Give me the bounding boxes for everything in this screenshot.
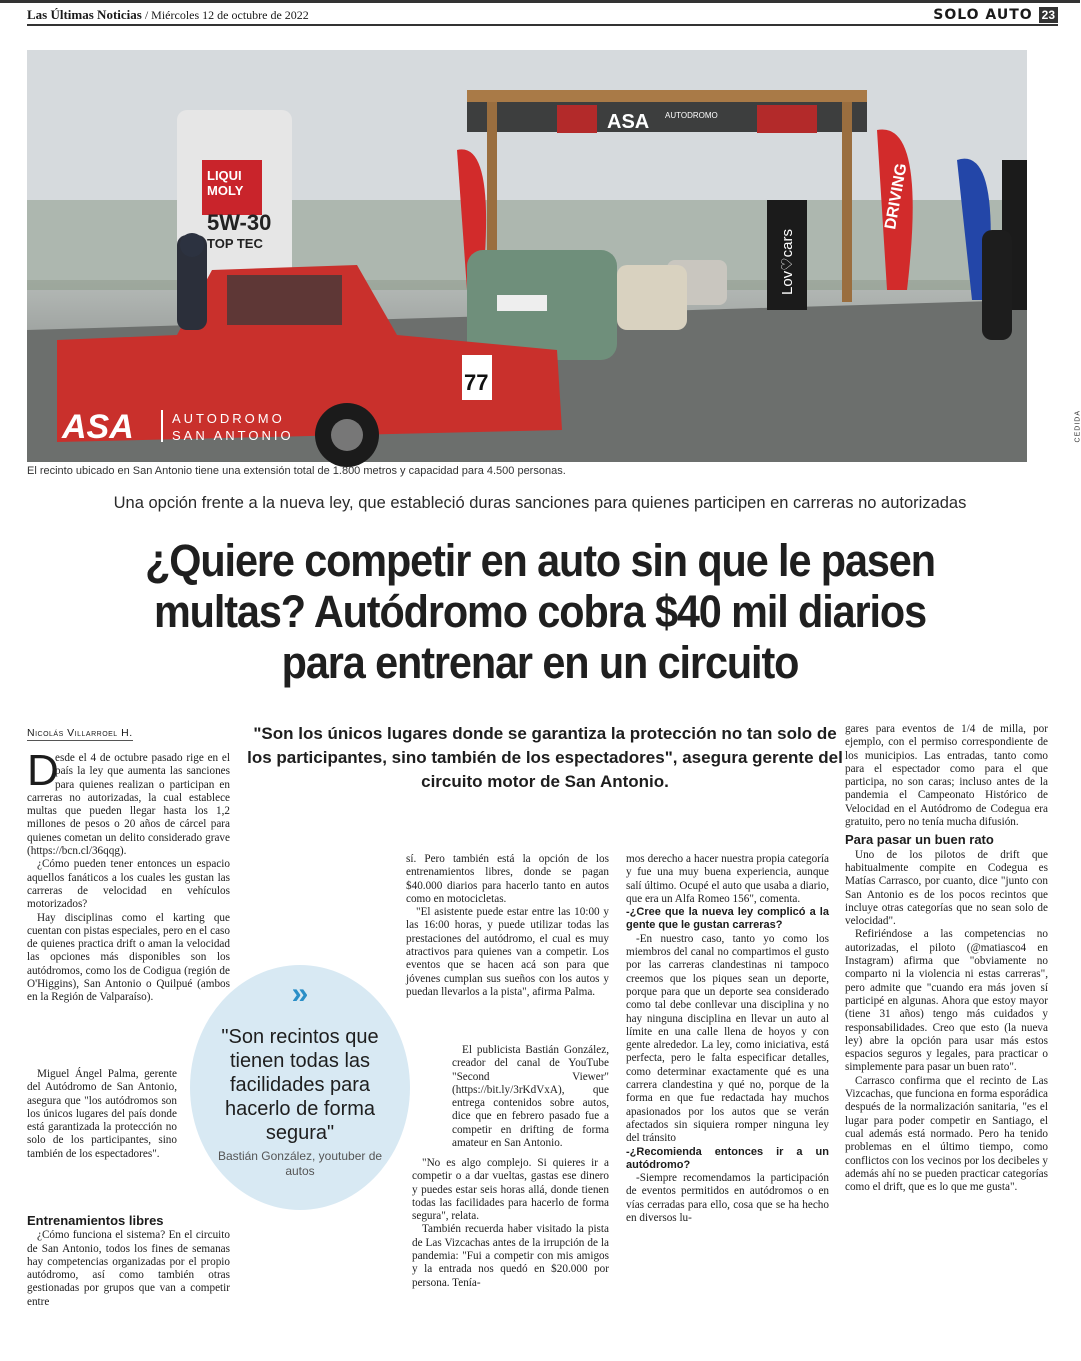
car-number: 77 [464, 370, 489, 395]
photo-credit: CEDIDA [1074, 410, 1081, 443]
col3-question-1: -¿Cree que la nueva ley complicó a la gente que le gustan carreras? [626, 906, 829, 932]
page-number: 23 [1039, 7, 1058, 23]
photo-caption: El recinto ubicado en San Antonio tiene una extensión total de 1.800 metros y capacidad para 4.500 personas. [27, 465, 566, 477]
subhead-entrenamientos: Entrenamientos libres [27, 1213, 164, 1228]
col1-paragraph-1: esde el 4 de octubre pasado rige en el país la ley que aumenta las sanciones para quienes realizan o participan en carreras no autorizadas, la cual establece multas que pueden llegar hasta los 1,2 millones de pesos o 20 años de cárcel para quienes cometan un delito considerado grave (https://bcn.cl/36qqg). [27, 752, 230, 858]
col2-paragraph-2: "El asistente puede estar entre las 10:00 y las 16:00 horas, y puede utilizar todas las prestaciones del autódromo, el cual es muy atractivos para quienes van a competir. Los eventos que se hacen acá son para que jóvenes cumplan sus sueños con los autos y puedan llevarlos a la pista", afirma Palma. [406, 906, 609, 998]
col2-paragraph-1: sí. Pero también está la opción de los entrenamientos libres, donde se pagan $40.000 diarios para hacerlo tanto en autos como en motocicletas. [406, 853, 609, 905]
can-toptec: TOP TEC [207, 236, 263, 251]
newspaper-name: Las Últimas Noticias [27, 7, 142, 22]
flag-driving-text: DRIVING [882, 162, 911, 231]
masthead-left [27, 7, 309, 23]
col1-paragraph-5: ¿Cómo funciona el sistema? En el circuito de San Antonio, todos los fines de semanas hay competencias organizadas por el propio autódromo, así como también otras gestionadas por grupos que van a competir entre [27, 1229, 230, 1308]
pull-quote-circle-content [205, 975, 395, 1179]
article-deck: Una opción frente a la nueva ley, que estableció duras sanciones para quienes participen en carreras no autorizadas [113, 494, 967, 512]
bridge-asa-text: ASA [607, 111, 650, 133]
bridge-autodromo-text: AUTODROMO [665, 111, 718, 120]
section-name: SOLO AUTO [933, 7, 1033, 23]
headline-line-2: multas? Autódromo cobra $40 mil diarios [153, 586, 927, 637]
can-oil-grade: 5W-30 [207, 210, 272, 235]
byline: Nicolás Villarroel H. [27, 727, 133, 739]
col2-paragraph-3: El publicista Bastián González, creador del canal de YouTube "Second Viewer" (https://bit.ly/3rKdVxA), que entrega contenidos sobre autos, dice que en febrero pasado fue a competir en drifting de forma amateur en San Antonio. [452, 1044, 609, 1150]
asa-logo-san-antonio: SAN ANTONIO [172, 428, 294, 443]
column-3 [626, 853, 829, 1225]
race-photo [27, 50, 1027, 462]
article-headline [80, 535, 1000, 688]
subhead-buen-rato: Para pasar un buen rato [845, 832, 994, 848]
drop-cap: D [27, 746, 59, 795]
column-1-bottom [27, 1210, 230, 1309]
col1-paragraph-4: Miguel Ángel Palma, gerente del Autódromo de San Antonio, asegura que "los autódromos son los únicos lugares del país donde está garantizada la protección no solo de los participantes, sino también de los espectadores". [27, 1068, 177, 1160]
col3-paragraph-2: -En nuestro caso, tanto yo como los miembros del canal no compartimos el gusto por las carreras clandestinas ni tampoco creemos que los piques sean un deporte, porque para que un deporte sea considerado como tal debe conllevar una disciplina y no hay ninguna disciplina en llevar un auto al límite en una calle llena de hoyos y con gente alrededor. La ley, como iniciativa, está perfecta, pero le falta especificar detalles, como determinar exactamente qué es una carrera clandestina y qué no, porque de la forma en que fue redactada hay muchos apasionados por los autos que se verán afectados sin siquiera romper ninguna ley del tránsito [626, 932, 829, 1145]
asa-logo-text: ASA [62, 408, 134, 446]
col4-paragraph-1: gares para eventos de 1/4 de milla, por ejemplo, con el permiso correspondiente de los municipios. Las entradas, tanto como para el espectador como para el que participa, no son caras; incluso antes de la pandemia el Campeonato Histórico de Velocidad en el Autódromo de Codegua era gratuito, pero no tenía mucha difusión. [845, 723, 1048, 829]
asa-logo-autodromo: AUTODROMO [172, 411, 285, 426]
column-4 [845, 723, 1048, 1194]
col4-paragraph-2: Uno de los pilotos de drift que habitualmente compite en Codegua es Matías Carrasco, por cuanto, dice "junto con San Antonio es de los pocos recintos que incluye otras categorías que no sean solo de velocidad". [845, 848, 1048, 928]
masthead [27, 6, 1058, 26]
column-2-bottom [412, 1157, 609, 1290]
can-moly: MOLY [207, 183, 244, 198]
headline-line-1: ¿Quiere competir en auto sin que le pasen [145, 535, 935, 586]
circle-quote-text: "Son recintos que tienen todas las facilidades para hacerlo de forma segura" [221, 1026, 379, 1144]
issue-date: / Miércoles 12 de octubre de 2022 [144, 8, 309, 22]
col3-paragraph-3: -Siempre recomendamos la participación de eventos permitidos en autódromos o en vías cerradas para ello, cosa que se ha hecho en diversos lu- [626, 1172, 829, 1225]
can-liqui: LIQUI [207, 168, 242, 183]
column-2-top [406, 853, 609, 999]
col1-paragraph-2: ¿Cómo pueden tener entonces un espacio aquellos fanáticos a los cuales les gustan las carreras de velocidad en vehículos motorizados? [27, 858, 230, 911]
chevron-right-icon: » [291, 977, 309, 1010]
masthead-right [933, 7, 1058, 23]
col1-paragraph-3: Hay disciplinas como el karting que cuentan con pistas especiales, pero en el caso de quienes practica drift o aman la velocidad las opciones más disponibles son los autódromos, como los de Codigua (región de O'Higgins), San Antonio o Quilpué (ambos en la Región de Valparaíso). [27, 911, 230, 1004]
col4-paragraph-4: Carrasco confirma que el recinto de Las Vizcachas, que funciona en forma esporádica después de la normalización sanitaria, "es el lugar para poder competir en Santiago, el cual además está normado. Pero ha tenido problemas en el último tiempo, como conflictos con los vecinos por los decibeles y además ahí no se pueden practicar categorías como el drift, que es lo que me gusta". [845, 1074, 1048, 1194]
col2-paragraph-5: También recuerda haber visitado la pista de Las Vizcachas antes de la irrupción de la pandemia: "Fui a competir con mis amigos y la entrada nos quedó en $20.000 por persona. Tenía- [412, 1223, 609, 1289]
photo-illustration [27, 50, 1027, 462]
col3-paragraph-1: mos derecho a hacer nuestra propia categoría y fue una muy buena experiencia, aunque salí último. Ocupé el auto que usaba a diario, que era un Alfa Romeo 156", comenta. [626, 853, 829, 905]
headline-line-3: para entrenar en un circuito [281, 637, 799, 688]
col3-question-2: -¿Recomienda entonces ir a un autódromo? [626, 1145, 829, 1171]
column-1-top [27, 746, 230, 1005]
lovecars-banner-1: Lov♡cars [779, 229, 796, 295]
column-2-mid [452, 1044, 609, 1150]
top-rule [0, 0, 1080, 3]
column-1-mid [27, 1068, 177, 1161]
col2-paragraph-4: "No es algo complejo. Si quieres ir a competir o a dar vueltas, gastas ese dinero y puedes estar seis horas allá, donde tienen todas las facilidades para hacerlo de forma segura", relata. [412, 1157, 609, 1223]
pull-quote-top: "Son los únicos lugares donde se garantiza la protección no tan solo de los participantes, sino también de los espectadores", asegura gerente del circuito motor de San Antonio. [247, 724, 843, 791]
col4-paragraph-3: Refiriéndose a las competencias no autorizadas, el piloto (@matiasco4 en Instagram) afirma que "obviamente no comparto ni la violencia ni estas carreras", pero admite que "cuando era más joven sí participé en algunas. Ahora que estoy mayor (tiene 31 años) tengo más cuidados y responsabilidades. Creo que esto (la nueva ley) abre la opción para usar más estos espacios seguros y legales, para practicar o simplemente para pasar un buen rato". [845, 928, 1048, 1074]
circle-quote-author: Bastián González, youtuber de autos [217, 1149, 383, 1178]
